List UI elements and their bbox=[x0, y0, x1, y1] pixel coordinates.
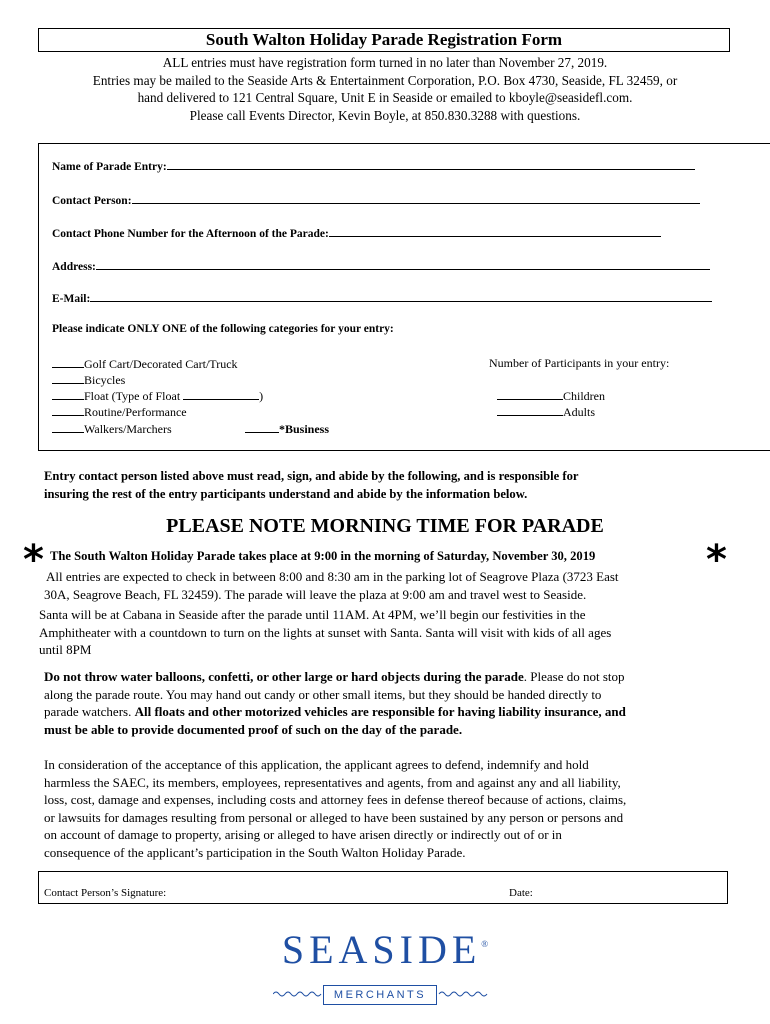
seaside-logo bbox=[0, 926, 770, 973]
parade-entry-name-field[interactable] bbox=[52, 158, 695, 173]
indemnity-line: consequence of the applicant’s participation in the South Walton Holiday Parade. bbox=[44, 844, 466, 860]
rules-normal: parade watchers. bbox=[44, 704, 135, 719]
category-business[interactable] bbox=[245, 421, 329, 437]
email-field[interactable] bbox=[52, 290, 712, 305]
category-float-label: Float (Type of Float bbox=[84, 389, 181, 403]
float-type-blank[interactable] bbox=[183, 388, 259, 400]
category-golf-cart[interactable] bbox=[52, 356, 238, 372]
children-count-field[interactable] bbox=[497, 388, 605, 404]
adults-count-blank[interactable] bbox=[497, 404, 563, 416]
agreement-line: Entry contact person listed above must read, sign, and abide by the following, and is responsible for bbox=[44, 469, 579, 483]
santa-line: Santa will be at Cabana in Seaside after the parade until 11AM. At 4PM, we’ll begin our festivities in the bbox=[39, 607, 586, 622]
adults-label: Adults bbox=[563, 405, 596, 419]
category-walkers[interactable] bbox=[52, 421, 172, 437]
intro-line: ALL entries must have registration form turned in no later than November 27, 2019. bbox=[162, 55, 608, 70]
category-blank[interactable] bbox=[52, 404, 84, 416]
contact-person-label: Contact Person: bbox=[52, 195, 132, 207]
checkin-line: All entries are expected to check in between 8:00 and 8:30 am in the parking lot of Seagrove Plaza (3723 East bbox=[46, 569, 619, 584]
indemnity-text bbox=[44, 756, 626, 861]
contact-person-line[interactable] bbox=[132, 192, 700, 204]
signature-label: Contact Person’s Signature: bbox=[44, 887, 167, 899]
santa-text bbox=[39, 606, 611, 659]
indemnity-line: harmless the SAEC, its members, employees, representatives and agents, from and against any and all liability, bbox=[44, 774, 621, 790]
intro-line: Please call Events Director, Kevin Boyle, at 850.830.3288 with questions. bbox=[189, 107, 581, 123]
category-golf-label: Golf Cart/Decorated Cart/Truck bbox=[84, 357, 238, 371]
category-blank[interactable] bbox=[52, 421, 84, 433]
contact-person-field[interactable] bbox=[52, 192, 700, 207]
agreement-line: insuring the rest of the entry participants understand and abide by the information below. bbox=[44, 486, 528, 501]
rules-bold: All floats and other motorized vehicles are responsible for having liability insurance, and bbox=[134, 704, 626, 719]
checkin-text bbox=[46, 568, 619, 603]
santa-line: until 8PM bbox=[39, 642, 92, 657]
category-blank[interactable] bbox=[52, 388, 84, 400]
category-float[interactable] bbox=[52, 388, 263, 404]
category-blank[interactable] bbox=[52, 356, 84, 368]
children-label: Children bbox=[563, 389, 605, 403]
category-routine-label: Routine/Performance bbox=[84, 405, 187, 419]
category-float-close: ) bbox=[259, 389, 264, 403]
intro-line: Entries may be mailed to the Seaside Arts & Entertainment Corporation, P.O. Box 4730, Seaside, FL 32459, or bbox=[92, 72, 678, 88]
category-bicycles[interactable] bbox=[52, 372, 125, 388]
category-walkers-label: Walkers/Marchers bbox=[84, 422, 172, 436]
phone-field[interactable] bbox=[52, 225, 661, 240]
parade-time-text: The South Walton Holiday Parade takes place at 9:00 in the morning of Saturday, November 30, 2019 bbox=[50, 549, 596, 563]
intro-text bbox=[30, 54, 740, 124]
address-line[interactable] bbox=[96, 258, 710, 270]
seaside-wordmark: SEASIDE bbox=[281, 927, 482, 972]
intro-line: hand delivered to 121 Central Square, Unit E in Seaside or emailed to kboyle@seasidefl.com. bbox=[137, 90, 633, 105]
note-heading: PLEASE NOTE MORNING TIME FOR PARADE bbox=[166, 515, 604, 537]
indemnity-line: In consideration of the acceptance of this application, the applicant agrees to defend, indemnify and hold bbox=[44, 757, 589, 772]
category-blank[interactable] bbox=[245, 421, 279, 433]
rules-text bbox=[44, 668, 626, 738]
category-business-label: *Business bbox=[279, 422, 330, 436]
merchants-label: MERCHANTS bbox=[323, 985, 437, 1005]
rules-line: along the parade route. You may hand out candy or other small items, but they should be handed directly to bbox=[44, 686, 602, 702]
checkin-line: 30A, Seagrove Beach, FL 32459). The parade will leave the plaza at 9:00 am and travel west to Seaside. bbox=[44, 586, 587, 602]
category-bicycles-label: Bicycles bbox=[84, 373, 126, 387]
phone-label: Contact Phone Number for the Afternoon of the Parade: bbox=[52, 228, 329, 240]
indemnity-line: or lawsuits for damages resulting from personal or alleged to have been sustained by any person or persons and bbox=[44, 809, 624, 825]
asterisk-icon: * bbox=[23, 537, 44, 583]
participants-label: Number of Participants in your entry: bbox=[489, 356, 670, 370]
santa-line: Amphitheater with a countdown to turn on the lights at sunset with Santa. Santa will visit with kids of all ages bbox=[39, 624, 612, 640]
adults-count-field[interactable] bbox=[497, 404, 595, 420]
agreement-text bbox=[44, 468, 578, 503]
rules-bold: must be able to provide documented proof of such on the day of the parade. bbox=[44, 721, 463, 737]
form-title: South Walton Holiday Parade Registration Form bbox=[38, 28, 730, 52]
category-routine[interactable] bbox=[52, 404, 187, 420]
registered-mark: ® bbox=[481, 938, 489, 949]
children-count-blank[interactable] bbox=[497, 388, 563, 400]
wave-left-icon bbox=[273, 989, 325, 999]
wave-right-icon bbox=[437, 989, 489, 999]
indemnity-line: on account of damage to property, arising or alleged to have arisen directly or indirectly out of or in bbox=[44, 827, 562, 842]
address-label: Address: bbox=[52, 261, 96, 273]
email-label: E-Mail: bbox=[52, 293, 91, 305]
date-label: Date: bbox=[509, 887, 533, 899]
categories-prompt: Please indicate ONLY ONE of the following categories for your entry: bbox=[52, 323, 394, 335]
indemnity-line: loss, cost, damage and expenses, including costs and attorney fees in defense thereof because of actions, claims, bbox=[44, 792, 627, 807]
parade-entry-name-label: Name of Parade Entry: bbox=[52, 161, 167, 173]
address-field[interactable] bbox=[52, 258, 710, 273]
asterisk-icon: * bbox=[706, 537, 727, 583]
category-blank[interactable] bbox=[52, 372, 84, 384]
email-line[interactable] bbox=[90, 290, 712, 302]
phone-line[interactable] bbox=[329, 225, 661, 237]
rules-bold: Do not throw water balloons, confetti, or other large or hard objects during the parade bbox=[44, 669, 524, 684]
rules-normal: . Please do not stop bbox=[523, 669, 625, 684]
parade-entry-name-line[interactable] bbox=[167, 158, 695, 170]
